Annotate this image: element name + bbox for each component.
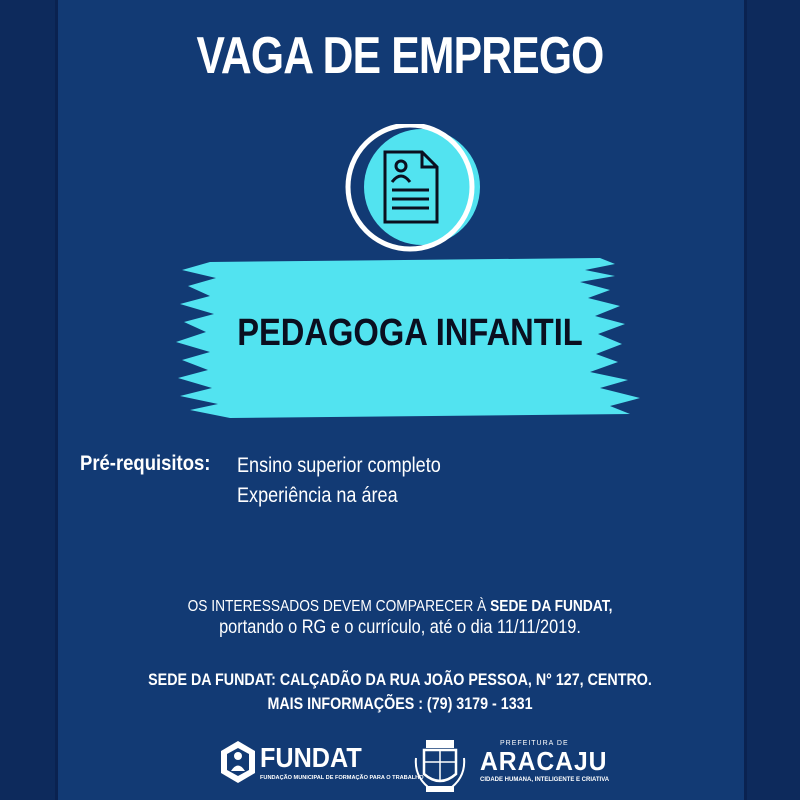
address-line: SEDE DA FUNDAT: CALÇADÃO DA RUA JOÃO PESSOA, N° 127, CENTRO. bbox=[148, 670, 652, 689]
notice-line1: OS INTERESSADOS DEVEM COMPARECER À bbox=[187, 598, 487, 615]
requirement-item: Ensino superior completo bbox=[237, 454, 441, 477]
resume-document-icon bbox=[340, 124, 490, 254]
requirements-label: Pré-requisitos: bbox=[80, 452, 211, 475]
notice-line1-bold: SEDE DA FUNDAT, bbox=[490, 598, 613, 615]
requirements-list bbox=[237, 451, 474, 511]
fundat-name: FUNDAT bbox=[260, 742, 362, 773]
fundat-logo bbox=[220, 738, 424, 788]
contact-line: MAIS INFORMAÇÕES : (79) 3179 - 1331 bbox=[267, 694, 533, 713]
city-crest-icon bbox=[412, 738, 468, 794]
job-title: PEDAGOGA INFANTIL bbox=[237, 312, 583, 354]
prefeitura-label: PREFEITURA DE bbox=[500, 740, 569, 747]
page-title: VAGA DE EMPREGO bbox=[196, 27, 604, 85]
city-slogan: CIDADE HUMANA, INTELIGENTE E CRIATIVA bbox=[480, 777, 610, 783]
aracaju-logo bbox=[412, 738, 610, 794]
notice-line2: portando o RG e o currículo, até o dia 11/11/2019. bbox=[219, 617, 581, 638]
address-block bbox=[0, 668, 800, 716]
city-name: ARACAJU bbox=[480, 746, 608, 776]
requirement-item: Experiência na área bbox=[237, 484, 398, 507]
fundat-subtitle: FUNDAÇÃO MUNICIPAL DE FORMAÇÃO PARA O TRABALHO bbox=[260, 775, 424, 781]
notice-text bbox=[0, 598, 800, 639]
fundat-hexagon-icon bbox=[220, 740, 256, 784]
footer-logos bbox=[0, 738, 800, 794]
